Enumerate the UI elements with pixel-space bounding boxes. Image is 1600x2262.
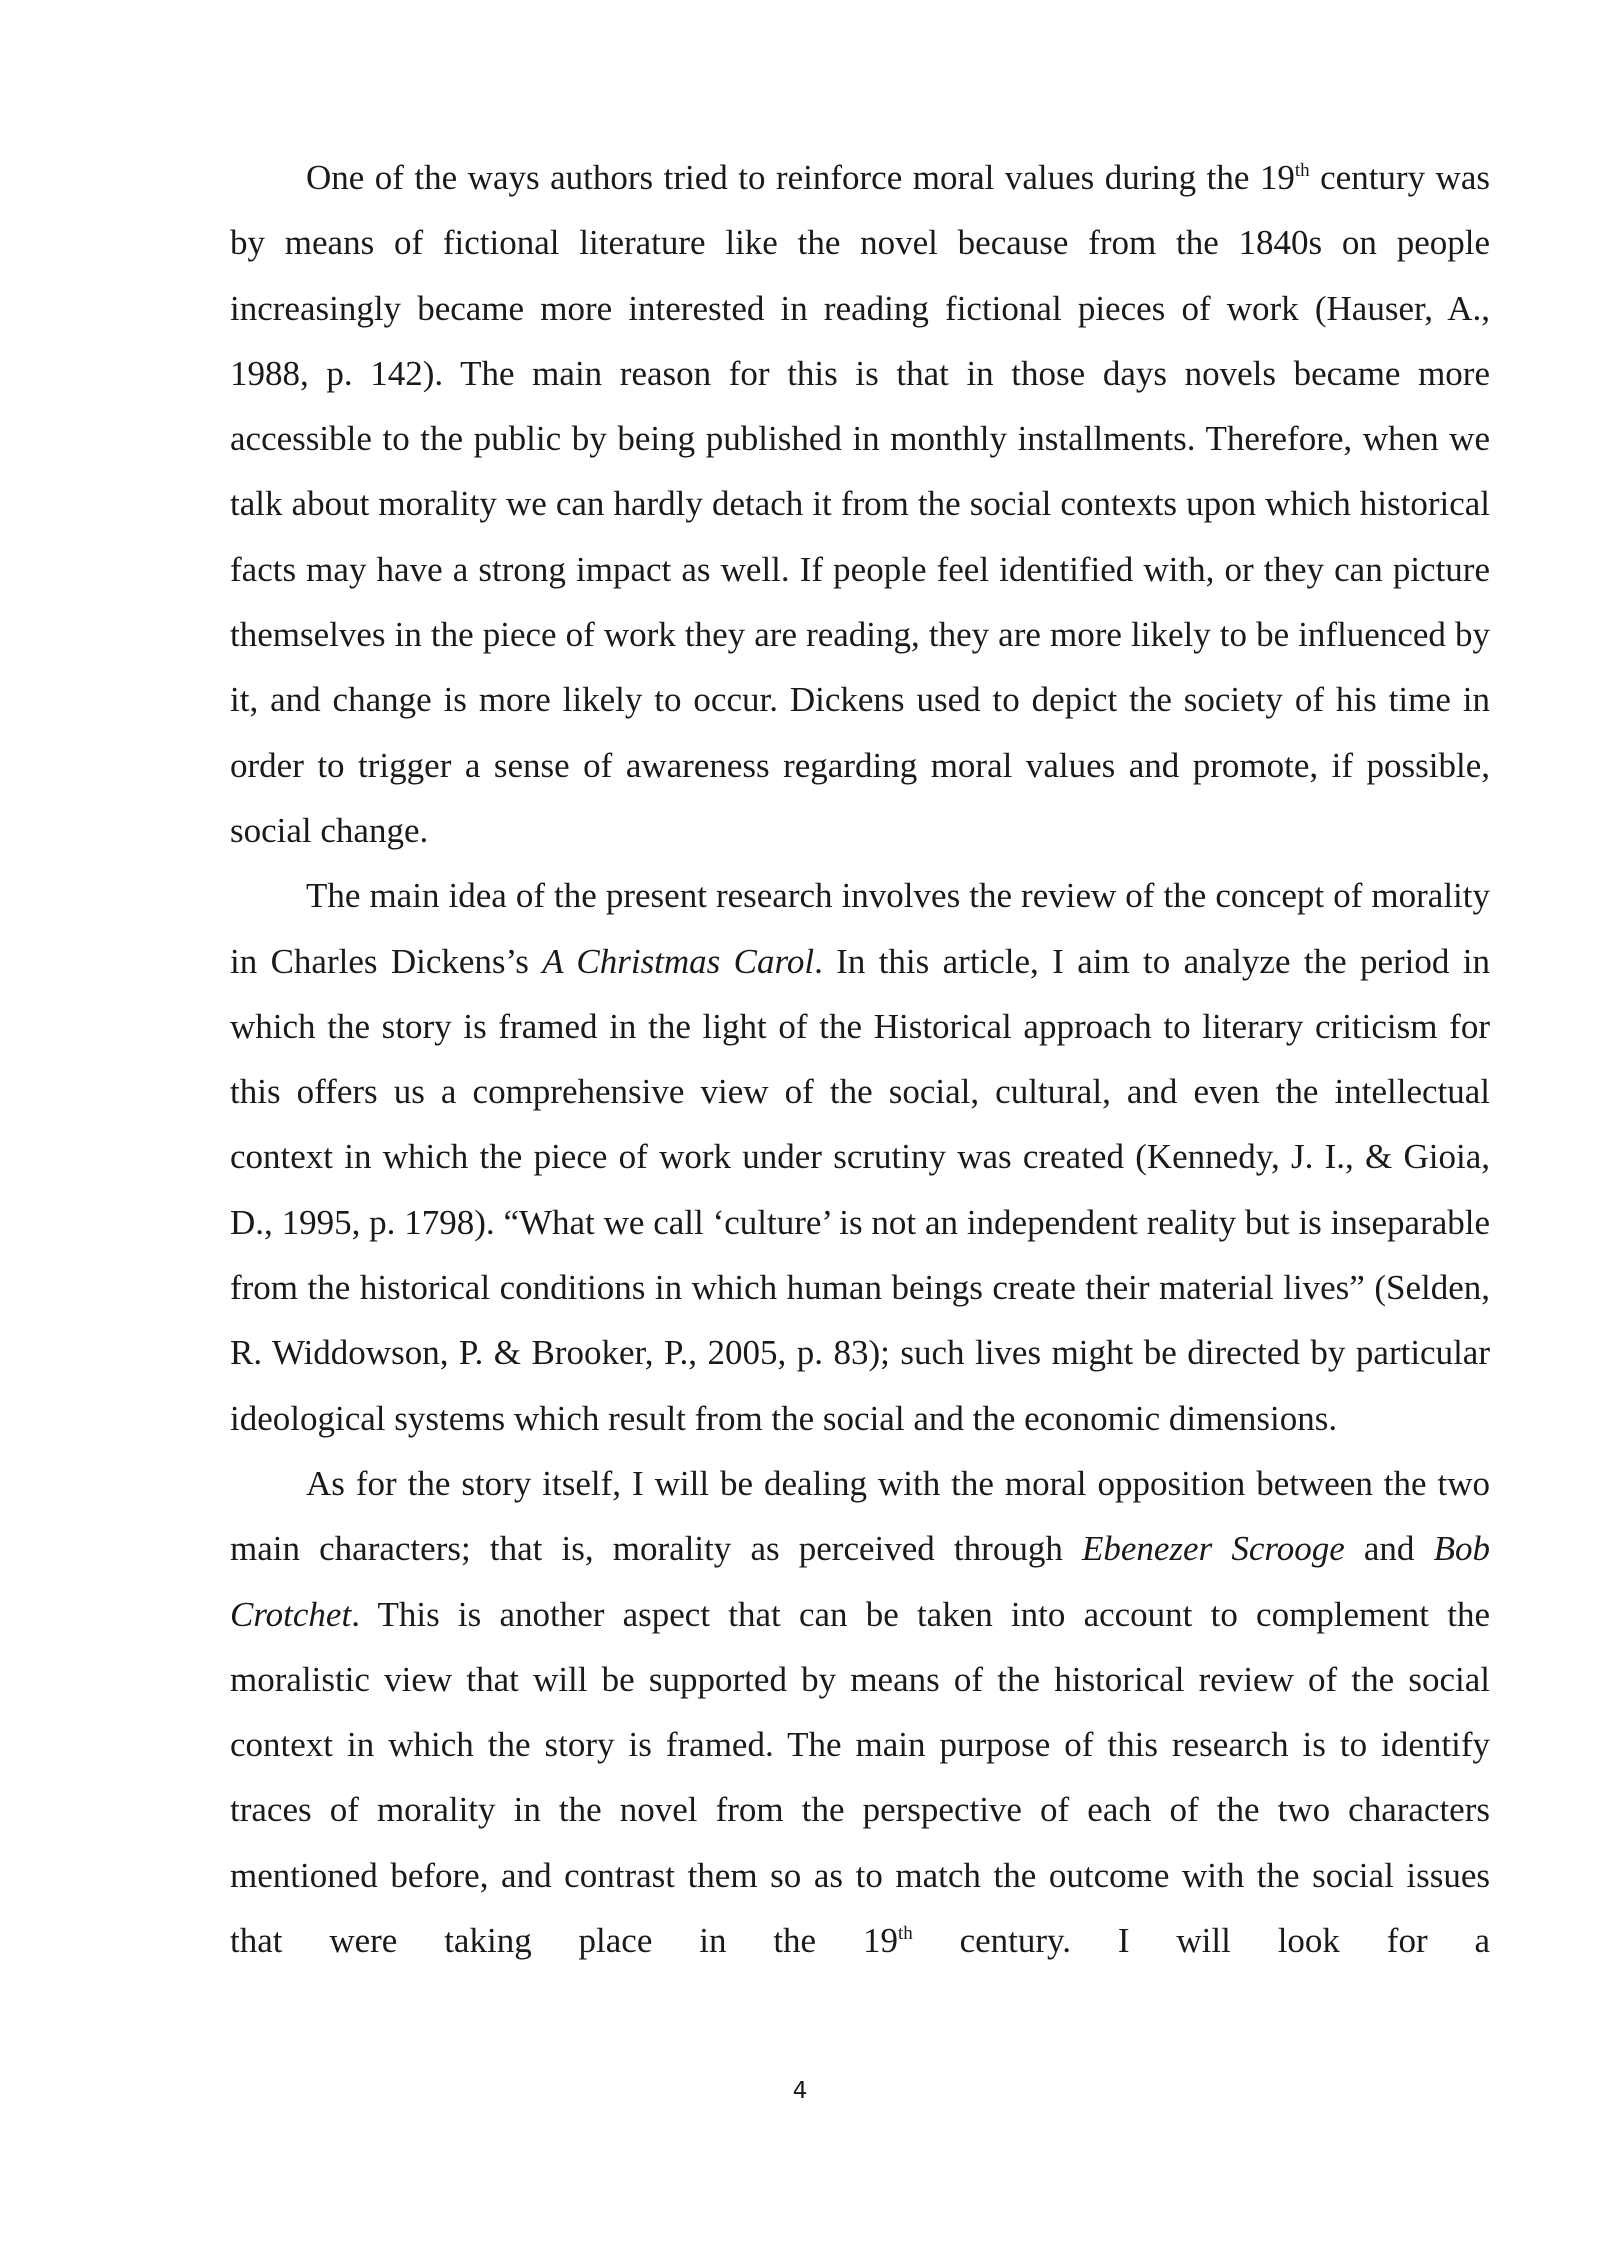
paragraph [230, 863, 1490, 1451]
text-run: One of the ways authors tried to reinforce moral values during the 19 [306, 158, 1295, 197]
text-run: and [1344, 1529, 1434, 1569]
page-number: 4 [792, 2078, 808, 2104]
paragraph [230, 1451, 1490, 1973]
text-run: century was by means of fictional literature like the novel because from the 1840s on people increasingly became more interested in reading fictional pieces of work (Hauser, A., 1988, p. 142). The main reason for this is that in those days novels became more accessible to the public by being published in monthly installments. Therefore, when we talk about morality we can hardly detach it from the social contexts upon which historical facts may have a strong impact as well. If people feel identified with, or they can picture themselves in the piece of work they are reading, they are more likely to be influenced by it, and change is more likely to occur. Dickens used to depict the society of his time in order to trigger a sense of awareness regarding moral values and promote, if possible, social change. [230, 158, 1490, 850]
superscript: th [897, 1923, 913, 1945]
italic-title: A Christmas Carol [542, 941, 815, 981]
text-run: As for the story itself, I will be dealing with the moral opposition between the two main characters; that is, morality as perceived through [230, 1463, 1490, 1569]
text-run: century. I will look for a [912, 1921, 1490, 1961]
text-run: The main idea of the present research involves the review of the concept of morality in Charles Dickens’s [230, 876, 1490, 981]
italic-title: Ebenezer Scrooge [1081, 1529, 1345, 1569]
superscript: th [1294, 160, 1310, 181]
body-text [230, 145, 1490, 1973]
text-run: . In this article, I aim to analyze the period in which the story is framed in the light of the Historical approach to literary criticism for this offers us a comprehensive view of the social, cultural, and even the intellectual context in which the piece of work under scrutiny was created (Kennedy, J. I., & Gioia, D., 1995, p. 1798). “What we call ‘culture’ is not an independent reality but is inseparable from the historical conditions in which human beings create their material lives” (Selden, R. Widdowson, P. & Brooker, P., 2005, p. 83); such lives might be directed by particular ideological systems which result from the social and the economic dimensions. [230, 941, 1490, 1438]
paragraph [230, 145, 1490, 863]
text-run: . This is another aspect that can be taken into account to complement the moralistic view that will be supported by means of the historical review of the social context in which the story is framed. The main purpose of this research is to identify traces of morality in the novel from the perspective of each of the two characters mentioned before, and contrast them so as to match the outcome with the social issues that were taking place in the 19 [230, 1594, 1490, 1961]
italic-title: Bob Crotchet [230, 1529, 1490, 1634]
